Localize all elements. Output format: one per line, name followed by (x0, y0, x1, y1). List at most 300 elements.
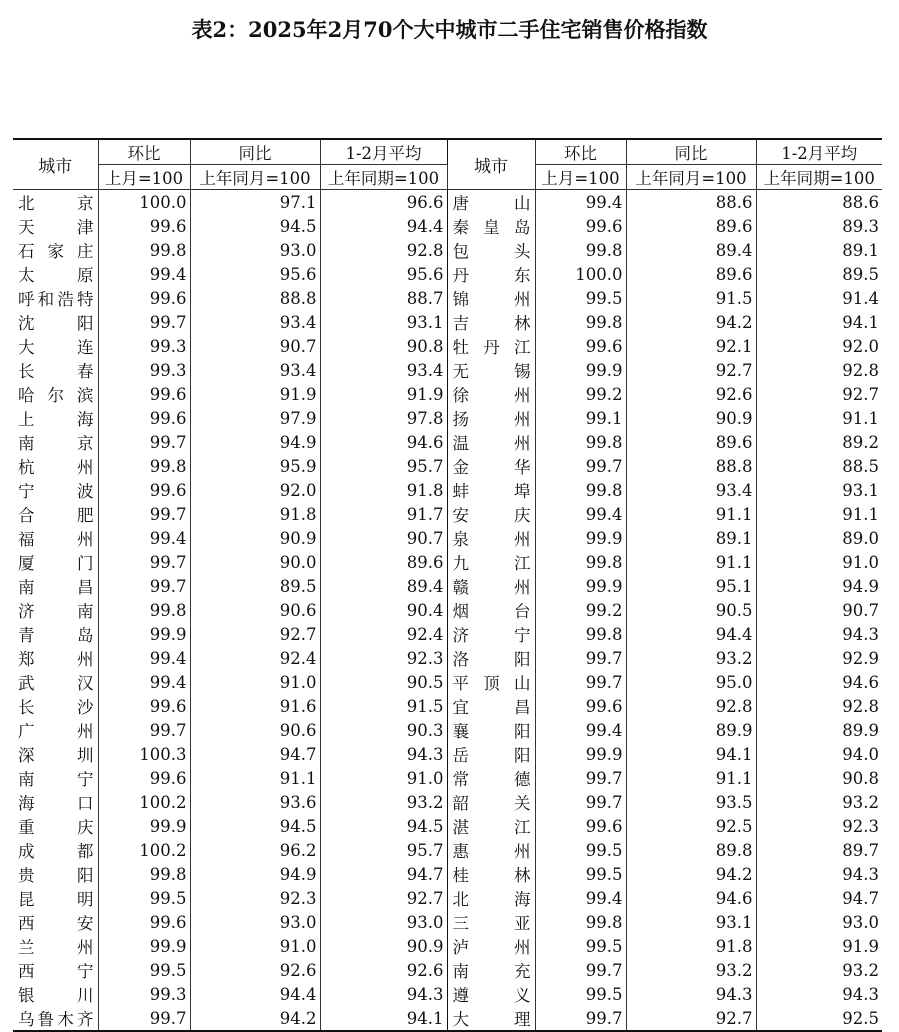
table-row (13, 862, 882, 886)
city-cell-left: 厦门 (13, 550, 98, 574)
yoy-cell-left: 94.9 (190, 862, 320, 886)
city-cell-left: 北京 (13, 190, 98, 215)
city-cell-left: 乌鲁木齐 (13, 1006, 98, 1031)
table-row (13, 574, 882, 598)
city-cell-left: 宁波 (13, 478, 98, 502)
city-cell-right: 泉州 (447, 526, 535, 550)
mom-cell-left: 99.6 (98, 766, 190, 790)
mom-cell-right: 99.9 (535, 526, 626, 550)
table-row (13, 886, 882, 910)
yoy-header-right: 同比 (626, 139, 756, 165)
mom-cell-right: 99.9 (535, 358, 626, 382)
city-cell-left: 昆明 (13, 886, 98, 910)
table-row (13, 454, 882, 478)
yoy-cell-left: 97.9 (190, 406, 320, 430)
mom-cell-left: 100.3 (98, 742, 190, 766)
avg-cell-right: 89.2 (756, 430, 882, 454)
table-row (13, 286, 882, 310)
mom-cell-right: 99.6 (535, 334, 626, 358)
table-row (13, 526, 882, 550)
avg-cell-left: 90.9 (320, 934, 447, 958)
table-row (13, 646, 882, 670)
avg-cell-right: 90.8 (756, 766, 882, 790)
city-cell-left: 杭州 (13, 454, 98, 478)
mom-cell-left: 99.3 (98, 334, 190, 358)
yoy-cell-right: 92.8 (626, 694, 756, 718)
mom-cell-left: 99.6 (98, 910, 190, 934)
city-cell-left: 天津 (13, 214, 98, 238)
yoy-cell-right: 95.1 (626, 574, 756, 598)
mom-cell-left: 99.9 (98, 934, 190, 958)
city-cell-left: 银川 (13, 982, 98, 1006)
mom-cell-right: 99.6 (535, 214, 626, 238)
avg-cell-right: 89.9 (756, 718, 882, 742)
yoy-cell-left: 93.4 (190, 358, 320, 382)
mom-cell-left: 99.7 (98, 502, 190, 526)
avg-cell-right: 91.9 (756, 934, 882, 958)
avg-cell-left: 88.7 (320, 286, 447, 310)
city-cell-right: 北海 (447, 886, 535, 910)
avg-cell-left: 96.6 (320, 190, 447, 215)
mom-cell-left: 99.4 (98, 646, 190, 670)
mom-cell-left: 99.6 (98, 694, 190, 718)
city-cell-right: 惠州 (447, 838, 535, 862)
avg-cell-right: 91.1 (756, 406, 882, 430)
yoy-cell-right: 94.6 (626, 886, 756, 910)
city-cell-right: 温州 (447, 430, 535, 454)
avg-cell-left: 93.0 (320, 910, 447, 934)
avg-cell-right: 93.1 (756, 478, 882, 502)
yoy-cell-right: 92.1 (626, 334, 756, 358)
avg-cell-right: 89.0 (756, 526, 882, 550)
yoy-cell-right: 89.6 (626, 214, 756, 238)
mom-cell-right: 99.8 (535, 622, 626, 646)
avg-cell-left: 94.7 (320, 862, 447, 886)
table-row (13, 478, 882, 502)
mom-cell-right: 99.7 (535, 766, 626, 790)
avg-cell-left: 95.7 (320, 838, 447, 862)
mom-cell-right: 99.2 (535, 382, 626, 406)
yoy-cell-right: 93.4 (626, 478, 756, 502)
avg-cell-right: 89.5 (756, 262, 882, 286)
city-cell-right: 秦皇岛 (447, 214, 535, 238)
city-cell-right: 宜昌 (447, 694, 535, 718)
table-row (13, 406, 882, 430)
yoy-cell-left: 94.5 (190, 214, 320, 238)
mom-cell-left: 99.6 (98, 286, 190, 310)
yoy-cell-left: 92.3 (190, 886, 320, 910)
avg-cell-right: 88.5 (756, 454, 882, 478)
city-cell-right: 丹东 (447, 262, 535, 286)
yoy-cell-left: 91.9 (190, 382, 320, 406)
avg-cell-right: 94.0 (756, 742, 882, 766)
mom-cell-right: 99.8 (535, 478, 626, 502)
yoy-cell-left: 93.0 (190, 238, 320, 262)
mom-cell-right: 99.4 (535, 886, 626, 910)
avg-cell-left: 91.8 (320, 478, 447, 502)
city-cell-left: 合肥 (13, 502, 98, 526)
avg-base-header-right: 上年同期=100 (756, 165, 882, 190)
table-row (13, 502, 882, 526)
mom-cell-right: 100.0 (535, 262, 626, 286)
city-cell-left: 西安 (13, 910, 98, 934)
yoy-cell-right: 92.5 (626, 814, 756, 838)
avg-cell-right: 94.9 (756, 574, 882, 598)
mom-cell-left: 100.2 (98, 790, 190, 814)
city-cell-right: 唐山 (447, 190, 535, 215)
yoy-cell-right: 91.1 (626, 502, 756, 526)
mom-cell-right: 99.6 (535, 814, 626, 838)
avg-cell-left: 92.7 (320, 886, 447, 910)
mom-cell-left: 100.2 (98, 838, 190, 862)
city-cell-left: 长沙 (13, 694, 98, 718)
yoy-header-left: 同比 (190, 139, 320, 165)
table-row (13, 718, 882, 742)
city-cell-right: 牡丹江 (447, 334, 535, 358)
yoy-cell-right: 88.6 (626, 190, 756, 215)
yoy-cell-right: 94.3 (626, 982, 756, 1006)
city-cell-left: 长春 (13, 358, 98, 382)
city-cell-left: 武汉 (13, 670, 98, 694)
city-cell-left: 太原 (13, 262, 98, 286)
yoy-base-header-left: 上年同月=100 (190, 165, 320, 190)
avg-cell-left: 94.3 (320, 982, 447, 1006)
avg-cell-right: 92.8 (756, 694, 882, 718)
city-cell-left: 哈尔滨 (13, 382, 98, 406)
city-cell-right: 韶关 (447, 790, 535, 814)
mom-cell-left: 99.8 (98, 454, 190, 478)
yoy-cell-right: 93.2 (626, 646, 756, 670)
city-cell-left: 沈阳 (13, 310, 98, 334)
mom-cell-right: 99.8 (535, 238, 626, 262)
city-cell-left: 深圳 (13, 742, 98, 766)
yoy-cell-right: 92.7 (626, 358, 756, 382)
city-cell-right: 遵义 (447, 982, 535, 1006)
yoy-cell-left: 90.6 (190, 718, 320, 742)
yoy-cell-left: 94.7 (190, 742, 320, 766)
yoy-cell-left: 94.2 (190, 1006, 320, 1031)
yoy-cell-right: 91.1 (626, 550, 756, 574)
avg-cell-left: 92.3 (320, 646, 447, 670)
avg-cell-right: 89.3 (756, 214, 882, 238)
avg-cell-left: 94.6 (320, 430, 447, 454)
yoy-cell-right: 93.2 (626, 958, 756, 982)
avg-cell-right: 92.9 (756, 646, 882, 670)
avg-cell-right: 94.3 (756, 622, 882, 646)
yoy-cell-right: 88.8 (626, 454, 756, 478)
city-cell-right: 赣州 (447, 574, 535, 598)
mom-cell-right: 99.7 (535, 646, 626, 670)
table-row (13, 982, 882, 1006)
avg-cell-left: 91.7 (320, 502, 447, 526)
avg-cell-left: 95.7 (320, 454, 447, 478)
yoy-cell-right: 94.2 (626, 862, 756, 886)
mom-cell-left: 99.9 (98, 622, 190, 646)
yoy-cell-right: 89.8 (626, 838, 756, 862)
mom-cell-right: 99.8 (535, 550, 626, 574)
mom-cell-left: 99.4 (98, 262, 190, 286)
table-row (13, 910, 882, 934)
mom-cell-right: 99.9 (535, 742, 626, 766)
avg-cell-right: 92.3 (756, 814, 882, 838)
city-cell-right: 常德 (447, 766, 535, 790)
yoy-cell-left: 95.9 (190, 454, 320, 478)
mom-cell-left: 99.9 (98, 814, 190, 838)
city-cell-left: 上海 (13, 406, 98, 430)
yoy-cell-left: 90.9 (190, 526, 320, 550)
yoy-cell-right: 93.5 (626, 790, 756, 814)
mom-cell-left: 99.8 (98, 238, 190, 262)
mom-cell-left: 99.4 (98, 526, 190, 550)
mom-cell-left: 99.5 (98, 958, 190, 982)
table-row (13, 1006, 882, 1031)
yoy-cell-left: 90.0 (190, 550, 320, 574)
table-row (13, 238, 882, 262)
avg-cell-right: 92.7 (756, 382, 882, 406)
yoy-cell-right: 89.9 (626, 718, 756, 742)
city-cell-right: 湛江 (447, 814, 535, 838)
avg-cell-left: 92.6 (320, 958, 447, 982)
mom-cell-right: 99.4 (535, 718, 626, 742)
mom-base-header-right: 上月=100 (535, 165, 626, 190)
avg-cell-left: 94.3 (320, 742, 447, 766)
table-row (13, 838, 882, 862)
yoy-cell-left: 92.6 (190, 958, 320, 982)
city-cell-right: 九江 (447, 550, 535, 574)
yoy-cell-left: 93.4 (190, 310, 320, 334)
mom-cell-right: 99.9 (535, 574, 626, 598)
mom-cell-right: 99.4 (535, 190, 626, 215)
avg-cell-left: 89.4 (320, 574, 447, 598)
city-header-right: 城市 (447, 139, 535, 190)
yoy-cell-right: 93.1 (626, 910, 756, 934)
mom-cell-left: 99.5 (98, 886, 190, 910)
avg-cell-right: 92.5 (756, 1006, 882, 1031)
avg-cell-right: 89.1 (756, 238, 882, 262)
yoy-cell-left: 92.7 (190, 622, 320, 646)
yoy-cell-left: 94.5 (190, 814, 320, 838)
city-cell-left: 兰州 (13, 934, 98, 958)
city-cell-right: 徐州 (447, 382, 535, 406)
yoy-cell-right: 89.4 (626, 238, 756, 262)
city-cell-left: 济南 (13, 598, 98, 622)
city-cell-left: 南京 (13, 430, 98, 454)
city-cell-right: 洛阳 (447, 646, 535, 670)
table-row (13, 766, 882, 790)
yoy-cell-left: 92.4 (190, 646, 320, 670)
mom-cell-right: 99.2 (535, 598, 626, 622)
city-cell-left: 西宁 (13, 958, 98, 982)
city-cell-right: 蚌埠 (447, 478, 535, 502)
city-cell-left: 成都 (13, 838, 98, 862)
yoy-cell-right: 92.6 (626, 382, 756, 406)
yoy-cell-right: 91.5 (626, 286, 756, 310)
table-row (13, 742, 882, 766)
table-row (13, 598, 882, 622)
city-cell-right: 吉林 (447, 310, 535, 334)
avg-cell-left: 97.8 (320, 406, 447, 430)
mom-cell-left: 99.3 (98, 982, 190, 1006)
yoy-cell-left: 97.1 (190, 190, 320, 215)
avg-cell-left: 93.2 (320, 790, 447, 814)
avg-cell-left: 89.6 (320, 550, 447, 574)
city-cell-right: 襄阳 (447, 718, 535, 742)
mom-cell-right: 99.7 (535, 958, 626, 982)
yoy-cell-right: 90.5 (626, 598, 756, 622)
avg-cell-right: 94.3 (756, 982, 882, 1006)
avg-cell-right: 93.2 (756, 958, 882, 982)
city-cell-left: 海口 (13, 790, 98, 814)
avg-cell-left: 91.9 (320, 382, 447, 406)
mom-cell-left: 99.6 (98, 214, 190, 238)
city-cell-left: 福州 (13, 526, 98, 550)
city-cell-right: 泸州 (447, 934, 535, 958)
city-cell-right: 南充 (447, 958, 535, 982)
avg-cell-right: 90.7 (756, 598, 882, 622)
mom-cell-right: 99.8 (535, 910, 626, 934)
yoy-cell-left: 94.4 (190, 982, 320, 1006)
yoy-cell-right: 89.6 (626, 430, 756, 454)
city-cell-left: 郑州 (13, 646, 98, 670)
yoy-cell-left: 90.6 (190, 598, 320, 622)
city-cell-right: 三亚 (447, 910, 535, 934)
mom-cell-right: 99.1 (535, 406, 626, 430)
avg-cell-right: 92.8 (756, 358, 882, 382)
table-row (13, 190, 882, 215)
mom-cell-right: 99.5 (535, 934, 626, 958)
yoy-cell-left: 93.0 (190, 910, 320, 934)
mom-cell-right: 99.8 (535, 430, 626, 454)
yoy-cell-right: 92.7 (626, 1006, 756, 1031)
table-row (13, 790, 882, 814)
mom-cell-left: 99.7 (98, 718, 190, 742)
city-cell-left: 南宁 (13, 766, 98, 790)
avg-cell-right: 94.1 (756, 310, 882, 334)
avg-cell-left: 94.4 (320, 214, 447, 238)
mom-base-header-left: 上月=100 (98, 165, 190, 190)
avg-cell-left: 92.4 (320, 622, 447, 646)
mom-header-left: 环比 (98, 139, 190, 165)
mom-cell-right: 99.5 (535, 982, 626, 1006)
yoy-cell-right: 91.1 (626, 766, 756, 790)
avg-header-left: 1-2月平均 (320, 139, 447, 165)
mom-cell-left: 100.0 (98, 190, 190, 215)
table-row (13, 214, 882, 238)
avg-cell-right: 91.0 (756, 550, 882, 574)
mom-cell-right: 99.5 (535, 862, 626, 886)
table-row (13, 694, 882, 718)
table-row (13, 814, 882, 838)
table-row (13, 262, 882, 286)
table-row (13, 550, 882, 574)
avg-cell-right: 93.0 (756, 910, 882, 934)
avg-cell-left: 92.8 (320, 238, 447, 262)
mom-cell-left: 99.4 (98, 670, 190, 694)
city-cell-right: 桂林 (447, 862, 535, 886)
yoy-cell-left: 91.8 (190, 502, 320, 526)
yoy-cell-right: 95.0 (626, 670, 756, 694)
mom-cell-left: 99.7 (98, 574, 190, 598)
yoy-cell-left: 90.7 (190, 334, 320, 358)
yoy-cell-right: 89.1 (626, 526, 756, 550)
avg-cell-left: 94.1 (320, 1006, 447, 1031)
price-index-table (13, 138, 882, 1032)
city-cell-right: 济宁 (447, 622, 535, 646)
city-cell-left: 广州 (13, 718, 98, 742)
avg-cell-right: 94.6 (756, 670, 882, 694)
table-body (13, 190, 882, 1032)
mom-cell-left: 99.8 (98, 598, 190, 622)
yoy-cell-right: 94.4 (626, 622, 756, 646)
mom-cell-left: 99.8 (98, 862, 190, 886)
table-row (13, 310, 882, 334)
avg-cell-left: 90.5 (320, 670, 447, 694)
avg-header-right: 1-2月平均 (756, 139, 882, 165)
table-row (13, 958, 882, 982)
page-title: 表2：2025年2月70个大中城市二手住宅销售价格指数 (191, 17, 708, 42)
avg-cell-left: 93.1 (320, 310, 447, 334)
mom-cell-right: 99.5 (535, 286, 626, 310)
yoy-cell-left: 92.0 (190, 478, 320, 502)
yoy-cell-left: 91.0 (190, 670, 320, 694)
mom-cell-right: 99.7 (535, 454, 626, 478)
avg-cell-left: 90.7 (320, 526, 447, 550)
avg-base-header-left: 上年同期=100 (320, 165, 447, 190)
mom-cell-right: 99.4 (535, 502, 626, 526)
table-row (13, 358, 882, 382)
avg-cell-left: 93.4 (320, 358, 447, 382)
avg-cell-left: 91.0 (320, 766, 447, 790)
city-header-left: 城市 (13, 139, 98, 190)
avg-cell-left: 90.8 (320, 334, 447, 358)
city-cell-right: 锦州 (447, 286, 535, 310)
mom-cell-right: 99.7 (535, 1006, 626, 1031)
city-cell-left: 南昌 (13, 574, 98, 598)
mom-cell-right: 99.7 (535, 670, 626, 694)
yoy-cell-right: 94.1 (626, 742, 756, 766)
table-row (13, 670, 882, 694)
city-cell-right: 平顶山 (447, 670, 535, 694)
yoy-cell-left: 89.5 (190, 574, 320, 598)
mom-cell-left: 99.6 (98, 478, 190, 502)
yoy-cell-left: 94.9 (190, 430, 320, 454)
avg-cell-right: 91.4 (756, 286, 882, 310)
mom-cell-left: 99.7 (98, 430, 190, 454)
mom-cell-right: 99.7 (535, 790, 626, 814)
yoy-cell-left: 93.6 (190, 790, 320, 814)
yoy-cell-left: 88.8 (190, 286, 320, 310)
mom-cell-right: 99.8 (535, 310, 626, 334)
city-cell-left: 青岛 (13, 622, 98, 646)
yoy-cell-right: 90.9 (626, 406, 756, 430)
yoy-cell-right: 91.8 (626, 934, 756, 958)
mom-cell-left: 99.7 (98, 550, 190, 574)
mom-cell-right: 99.5 (535, 838, 626, 862)
yoy-cell-left: 91.6 (190, 694, 320, 718)
table-row (13, 622, 882, 646)
yoy-cell-left: 95.6 (190, 262, 320, 286)
mom-cell-left: 99.7 (98, 310, 190, 334)
city-cell-right: 扬州 (447, 406, 535, 430)
yoy-cell-left: 91.0 (190, 934, 320, 958)
city-cell-left: 贵阳 (13, 862, 98, 886)
avg-cell-left: 90.4 (320, 598, 447, 622)
avg-cell-right: 89.7 (756, 838, 882, 862)
yoy-cell-left: 91.1 (190, 766, 320, 790)
city-cell-left: 大连 (13, 334, 98, 358)
yoy-cell-left: 96.2 (190, 838, 320, 862)
mom-cell-left: 99.3 (98, 358, 190, 382)
